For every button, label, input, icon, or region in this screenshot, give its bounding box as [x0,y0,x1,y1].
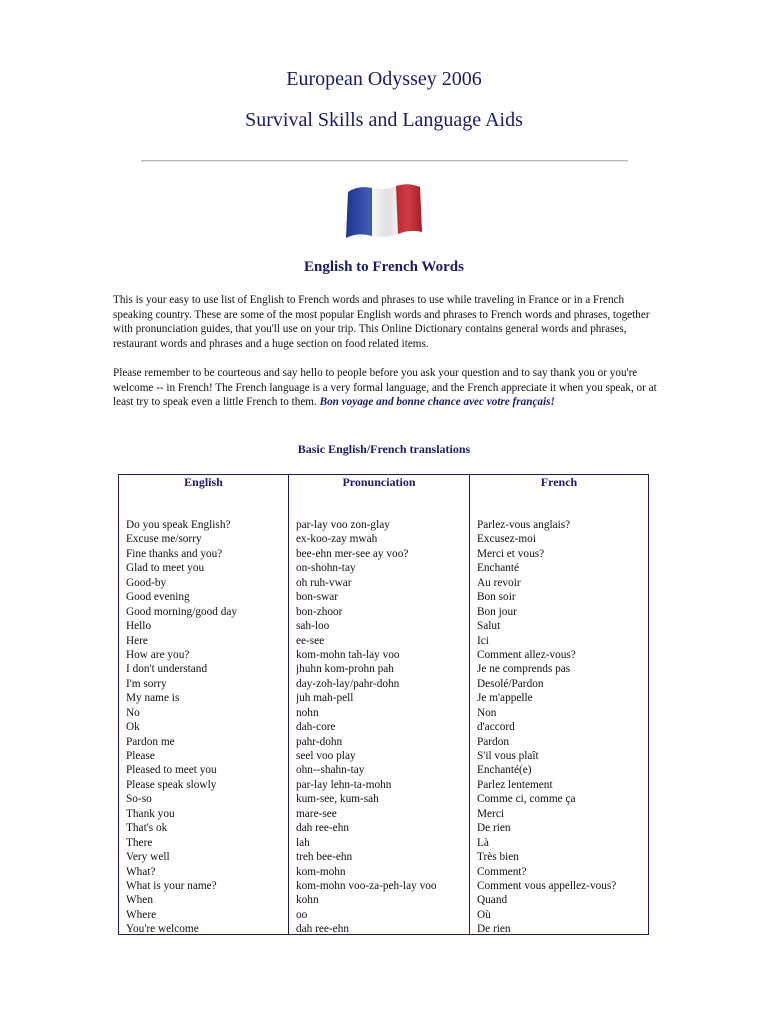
section-heading: English to French Words [304,259,464,275]
pronunciation-cell: kom-mohn tah-lay voo [296,648,400,661]
french-cell: De rien [477,822,511,835]
french-cell: Enchanté [477,562,520,575]
english-cell: When [126,894,153,907]
pronunciation-cell: ex-koo-zay mwah [296,533,378,546]
french-cell: Comment vous appellez-vous? [477,879,617,892]
horizontal-divider [141,160,628,162]
pronunciation-cell: oo [296,908,308,921]
pronunciation-column-header: Pronunciation [342,475,416,489]
french-cell: Non [477,706,497,719]
pronunciation-cell: lah [296,836,310,849]
english-cell: There [126,836,153,849]
pronunciation-cell: bon-swar [296,591,339,604]
french-cell: Merci [477,807,504,820]
french-cell: Là [477,836,489,849]
french-cell: Parlez-vous anglais? [477,519,571,531]
english-cell: Pardon me [126,735,175,748]
french-cell: Merci et vous? [477,547,545,560]
english-cell: Thank you [126,807,175,820]
pronunciation-cell: day-zoh-lay/pahr-dohn [296,677,400,690]
french-cell: De rien [477,923,511,936]
french-cell: Quand [477,894,508,907]
pronunciation-cell: bee-ehn mer-see ay voo? [296,547,409,560]
pronunciation-cell: ohn--shahn-tay [296,764,365,777]
english-cell: Please speak slowly [126,778,217,791]
french-cell: Je ne comprends pas [477,663,571,676]
english-cell: How are you? [126,648,190,661]
pronunciation-cell: mare-see [296,807,337,820]
english-cell: Very well [126,851,170,864]
pronunciation-cell: nohn [296,706,319,719]
french-cell: Salut [477,620,501,633]
english-cell: Do you speak English? [126,519,231,531]
translation-table [118,474,649,935]
english-cell: Glad to meet you [126,562,205,575]
pronunciation-cell: bon-zhoor [296,605,343,618]
english-cell: Good-by [126,576,167,589]
french-cell: Où [477,908,491,921]
pronunciation-cell: treh bee-ehn [296,851,353,864]
english-cell: Where [126,908,157,921]
pronunciation-cell: ee-see [296,634,325,647]
french-cell: Pardon [477,735,510,748]
french-column-header: French [540,475,578,489]
pronunciation-cell: jhuhn kom-prohn pah [296,663,394,676]
english-cell: That's ok [126,822,168,835]
table-caption: Basic English/French translations [297,442,471,456]
french-cell: Comme ci, comme ça [477,793,576,806]
french-cell: Excusez-moi [477,533,536,546]
english-cell: Ok [126,721,140,734]
english-cell: Good evening [126,591,190,604]
english-cell: Hello [126,620,152,633]
pronunciation-cell: kom-mohn [296,865,346,878]
pronunciation-cell: par-lay voo zon-glay [296,519,390,531]
french-cell: Bon soir [477,591,516,604]
page-title: European Odyssey 2006 [286,68,482,90]
french-cell: Bon jour [477,605,517,618]
english-cell: Please [126,750,155,762]
english-column-rows [119,518,288,937]
english-cell: Good morning/good day [126,605,238,618]
french-cell: Parlez lentement [477,778,553,791]
english-cell: I don't understand [126,663,208,676]
french-column-rows [470,518,648,937]
pronunciation-cell: on-shohn-tay [296,562,356,575]
english-cell: So-so [126,793,152,806]
courtesy-paragraph [113,366,658,410]
pronunciation-cell: pahr-dohn [296,735,343,748]
pronunciation-cell: oh ruh-vwar [296,576,352,589]
pronunciation-cell: seel voo play [296,750,356,762]
french-cell: Je m'appelle [477,692,533,705]
french-cell: Comment allez-vous? [477,648,576,661]
english-column [119,475,289,934]
french-flag-image [344,182,424,244]
french-cell: Desolé/Pardon [477,677,544,690]
french-cell: S'il vous plaît [477,750,539,762]
french-cell: d'accord [477,721,515,734]
pronunciation-cell: par-lay lehn-ta-mohn [296,778,392,791]
english-cell: What is your name? [126,879,217,892]
english-cell: Here [126,634,148,647]
english-cell: My name is [126,692,180,705]
pronunciation-cell: kom-mohn voo-za-peh-lay voo [296,879,437,892]
english-cell: Pleased to meet you [126,764,217,777]
english-cell: I'm sorry [126,677,167,690]
courtesy-text: Please remember to be courteous and say hello to people before you ask your question and to say thank you or you're welcome -- in French! The French language is a very formal language, and the French appreciate it when you speak, or at least try to speak even a little French to them. [113,367,657,409]
english-cell: Excuse me/sorry [126,533,202,546]
page-subtitle: Survival Skills and Language Aids [245,109,523,131]
intro-paragraph: This is your easy to use list of English to French words and phrases to use while traveling in France or in a French speaking country. These are some of the most popular English words and phrases to French words and phrases, together with pronunciation guides, that you'll use on your trip. This Online Dictionary contains general words and phrases, restaurant words and phrases and a huge section on food related items. [113,294,650,350]
french-cell: Comment? [477,865,527,878]
english-cell: No [126,706,140,719]
closing-phrase: Bon voyage and bonne chance avec votre français! [319,396,555,409]
english-cell: What? [126,865,156,878]
english-cell: You're welcome [126,923,199,936]
pronunciation-cell: sah-loo [296,620,330,633]
pronunciation-cell: dah ree-ehn [296,822,349,835]
pronunciation-cell: dah-core [296,721,336,734]
english-cell: Fine thanks and you? [126,547,223,560]
pronunciation-cell: dah ree-ehn [296,923,349,936]
pronunciation-column [289,475,470,934]
pronunciation-cell: kohn [296,894,319,907]
pronunciation-cell: kum-see, kum-sah [296,793,379,806]
french-cell: Enchanté(e) [477,764,532,777]
pronunciation-cell: juh mah-pell [296,692,354,705]
pronunciation-column-rows [289,518,469,937]
french-column [470,475,648,934]
french-cell: Très bien [477,851,519,864]
french-cell: Au revoir [477,576,521,589]
french-cell: Ici [477,634,489,647]
english-column-header: English [184,475,223,489]
